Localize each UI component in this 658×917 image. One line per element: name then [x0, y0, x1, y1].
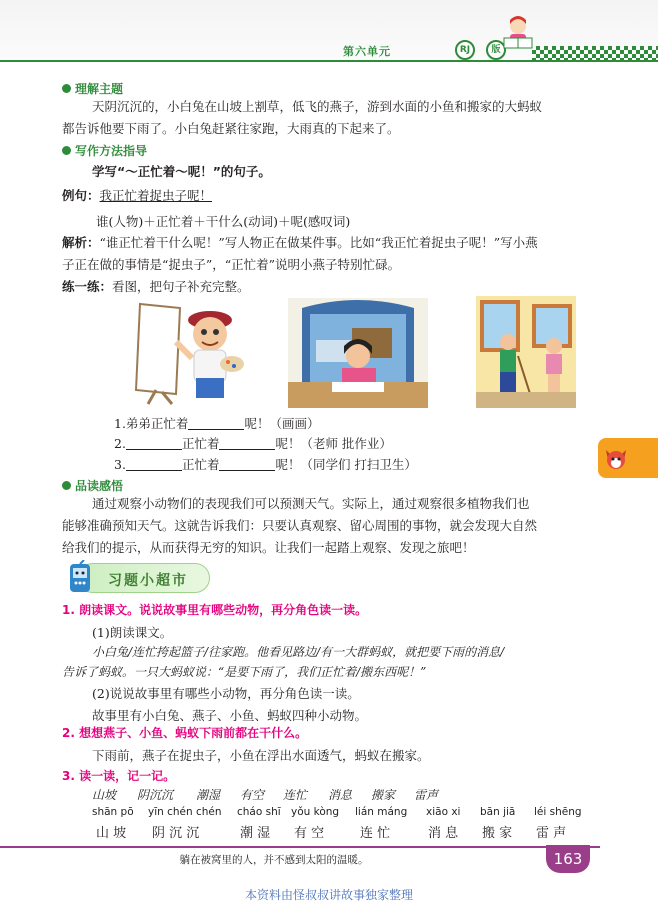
- practice-item-1: 1.弟弟正忙着 呢！（画画）: [114, 416, 320, 431]
- question-1-text-line-1: 小白兔/连忙挎起篮子/往家跑。他看见路边/有一大群蚂蚁，就把要下雨的消息/: [92, 645, 505, 659]
- pinyin: yīn chén chén: [148, 806, 222, 818]
- exercise-shop-title: 习题小超市: [108, 573, 188, 589]
- feeling-line-2: 能够准确预知天气。这就告诉我们：只要认真观察、留心周围的事物，就会发现大自然: [62, 518, 538, 533]
- pinyin: yǒu kòng: [291, 806, 340, 818]
- word-print: 连 忙: [360, 826, 391, 841]
- understand-line-2: 都告诉他要下雨了。小白兔赶紧往家跑，大雨真的下起来了。: [62, 121, 400, 136]
- teacher-grading-illustration: [288, 298, 428, 408]
- analysis-line-2: 子正在做的事情是“捉虫子”，“正忙着”说明小燕子特别忙碌。: [62, 257, 401, 272]
- feeling-line-3: 给我们的提示，从而获得无穷的知识。让我们一起踏上观察、发现之旅吧！: [62, 540, 475, 555]
- feeling-line-1: 通过观察小动物们的表现我们可以预测天气。实际上，通过观察很多植物我们也: [92, 496, 530, 511]
- pinyin: xiāo xi: [426, 806, 461, 818]
- green-bullet-icon: [62, 146, 71, 155]
- word-hand: 消息: [328, 788, 353, 802]
- credit-line: 本资料由怪叔叔讲故事独家整理: [244, 888, 413, 902]
- pinyin-row: [0, 806, 600, 820]
- question-1-sub-1: (1)朗读课文。: [92, 625, 173, 640]
- word-hand: 阴沉沉: [137, 788, 174, 802]
- question-1-title: 1. 朗读课文。说说故事里有哪些动物，再分角色读一读。: [62, 603, 368, 617]
- sentence-formula: 谁(人物)＋正忙着＋干什么(动词)＋呢(感叹词): [96, 214, 351, 229]
- reading-girl-icon: [500, 14, 536, 50]
- word-print: 搬 家: [482, 826, 513, 841]
- question-2-answer: 下雨前，燕子在捉虫子，小鱼在浮出水面透气，蚂蚁在搬家。: [92, 748, 430, 763]
- edition-badge: 版: [486, 40, 506, 60]
- practice-item-2: 2. 正忙着 呢！（老师 批作业）: [114, 436, 392, 451]
- answer-blank-3a[interactable]: [126, 457, 182, 471]
- word-hand: 连忙: [283, 788, 308, 802]
- boy-painting-illustration: [126, 298, 252, 406]
- pinyin: cháo shī: [237, 806, 281, 818]
- analysis-line-1: 解析：“谁正忙着干什么呢！”写人物正在做某件事。比如“我正忙着捉虫子呢！”写小燕: [62, 235, 538, 250]
- question-1-answer: 故事里有小白兔、燕子、小鱼、蚂蚁四种小动物。: [92, 708, 368, 723]
- pinyin: léi shēng: [534, 806, 582, 818]
- word-hand: 潮湿: [196, 788, 221, 802]
- pinyin: lián máng: [355, 806, 408, 818]
- word-print: 潮 湿: [240, 826, 271, 841]
- answer-blank-3b[interactable]: [219, 457, 275, 471]
- pinyin: bān jiā: [480, 806, 516, 818]
- practice-instruction: 练一练：看图，把句子补充完整。: [62, 279, 250, 294]
- question-1-sub-2: (2)说说故事里有哪些小动物，再分角色读一读。: [92, 686, 360, 701]
- word-hand: 有空: [240, 788, 265, 802]
- word-print: 阴 沉 沉: [152, 826, 200, 841]
- word-print: 有 空: [294, 826, 325, 841]
- section-title-understand: 理解主题: [62, 80, 123, 97]
- footer-divider: [0, 846, 600, 848]
- practice-label: 练一练：: [62, 279, 113, 294]
- understand-line-1: 天阴沉沉的，小白兔在山坡上割草，低飞的燕子，游到水面的小鱼和搬家的大蚂蚁: [92, 99, 543, 114]
- method-subtitle: 学写“～正忙着～呢！”的句子。: [92, 164, 271, 179]
- green-bullet-icon: [62, 84, 71, 93]
- practice-item-3: 3. 正忙着 呢！（同学们 打扫卫生）: [114, 457, 417, 472]
- students-cleaning-illustration: [476, 296, 576, 408]
- answer-blank-2b[interactable]: [219, 436, 275, 450]
- word-hand: 山坡: [92, 788, 117, 802]
- section-title-method: 写作方法指导: [62, 142, 147, 159]
- word-hand: 搬家: [371, 788, 396, 802]
- pinyin: shān pō: [92, 806, 134, 818]
- page-number: 163: [546, 845, 590, 873]
- footer-quote: 躺在被窝里的人，并不感到太阳的温暖。: [179, 854, 369, 866]
- phone-mascot-icon: [64, 560, 98, 596]
- question-3-title: 3. 读一读，记一记。: [62, 769, 176, 783]
- example-sentence: [62, 186, 212, 204]
- unit-label: 第六单元: [343, 45, 391, 58]
- answer-blank-1[interactable]: [188, 416, 244, 430]
- hanzi-row: [0, 822, 600, 840]
- section-title-feeling: 品读感悟: [62, 477, 123, 494]
- example-label: 例句：: [62, 188, 100, 203]
- answer-blank-2a[interactable]: [126, 436, 182, 450]
- word-hand: 雷声: [414, 788, 439, 802]
- question-2-title: 2. 想想燕子、小鱼、蚂蚁下雨前都在干什么。: [62, 726, 308, 740]
- header-checker-decoration: [532, 46, 658, 60]
- fox-face-icon: [604, 446, 628, 470]
- question-1-text-line-2: 告诉了蚂蚁。一只大蚂蚁说：“是要下雨了，我们正忙着/搬东西呢！”: [62, 665, 427, 679]
- green-bullet-icon: [62, 481, 71, 490]
- word-print: 雷 声: [536, 826, 567, 841]
- rj-badge: RJ: [455, 40, 475, 60]
- word-print: 山 坡: [96, 826, 127, 841]
- handwritten-words-row: [0, 786, 600, 802]
- word-print: 消 息: [428, 826, 459, 841]
- analysis-label: 解析：: [62, 235, 100, 250]
- example-text: 我正忙着捉虫子呢！: [99, 188, 213, 203]
